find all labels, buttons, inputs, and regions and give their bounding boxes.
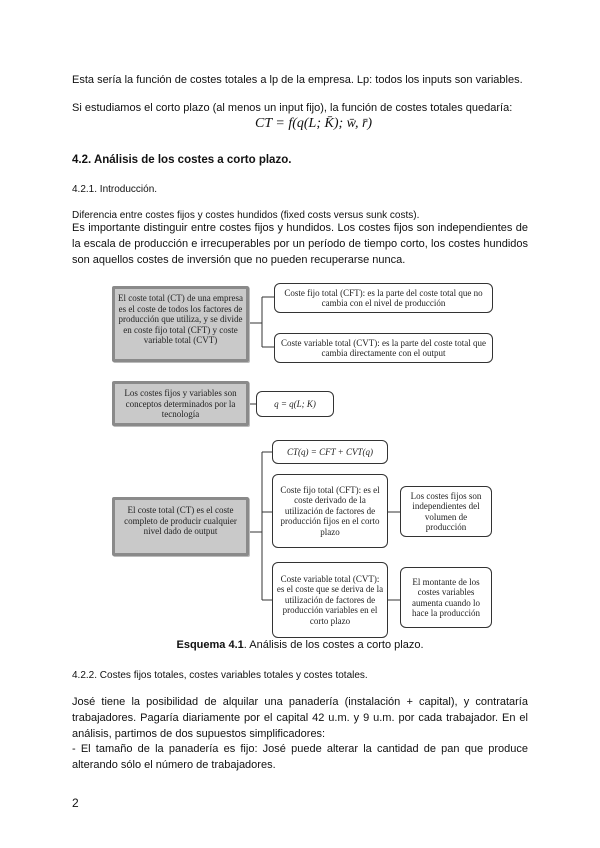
- paragraph-fixed-sunk: Es importante distinguir entre costes fijos y hundidos. Los costes fijos son independientes de la escala de producción e irrecuperables por un período de tiempo corto, los costes hundidos son aquellos costes de inversión que no pueden recuperarse nunca.: [72, 222, 528, 266]
- box-total-cost-equation: CT(q) = CFT + CVT(q): [272, 440, 388, 464]
- box-short-run-variable-cost: Coste variable total (CVT): es el coste que se deriva de la utilización de factores de producción variables en el corto plazo: [272, 562, 388, 638]
- box-production-function: q = q(L; K): [256, 391, 334, 417]
- section-heading: 4.2. Análisis de los costes a corto plazo.: [72, 154, 292, 166]
- box-short-run-total-cost: El coste total (CT) es el coste completo de producir cualquier nivel dado de output: [112, 497, 249, 556]
- box-variable-increases: El montante de los costes variables aumenta cuando lo hace la producción: [400, 567, 492, 628]
- subsection-introduction: 4.2.1. Introducción.: [72, 184, 158, 195]
- caption-text: . Análisis de los costes a corto plazo.: [243, 639, 424, 651]
- caption-label: Esquema 4.1: [176, 639, 244, 651]
- box-fixed-independent: Los costes fijos son independientes del volumen de producción: [400, 486, 492, 537]
- paragraph-short-run: Si estudiamos el corto plazo (al menos un input fijo), la función de costes totales quedaría:: [72, 102, 513, 114]
- diagram-caption: [0, 639, 600, 651]
- page-number: 2: [72, 796, 79, 810]
- subheading-fixed-vs-sunk: Diferencia entre costes fijos y costes hundidos (fixed costs versus sunk costs).: [72, 210, 420, 221]
- subsection-total-costs: 4.2.2. Costes fijos totales, costes variables totales y costes totales.: [72, 670, 368, 681]
- box-technology-concepts: Los costes fijos y variables son conceptos determinados por la tecnología: [112, 381, 249, 426]
- box-total-cost-definition: El coste total (CT) de una empresa es el coste de todos los factores de producción que utiliza, y se divide en coste fijo total (CFT) y coste variable total (CVT): [112, 286, 249, 362]
- box-fixed-cost-definition: Coste fijo total (CFT): es la parte del coste total que no cambia con el nivel de producción: [274, 283, 493, 313]
- paragraph-lp-cost-function: Esta sería la función de costes totales a lp de la empresa. Lp: todos los inputs son variables.: [72, 74, 523, 86]
- box-short-run-fixed-cost: Coste fijo total (CFT): es el coste derivado de la utilización de factores de producción fijos en el corto plazo: [272, 474, 388, 548]
- box-variable-cost-definition: Coste variable total (CVT): es la parte del coste total que cambia directamente con el output: [274, 333, 493, 363]
- paragraph-assumption: - El tamaño de la panadería es fijo: José puede alterar la cantidad de pan que produce alterando sólo el número de trabajadores.: [72, 743, 528, 771]
- paragraph-bakery: José tiene la posibilidad de alquilar una panadería (instalación + capital), y contrataría trabajadores. Pagaría diariamente por el capital 42 u.m. y 9 u.m. por cada trabajador. En el análisis, partimos de dos supuestos simplificadores:: [72, 696, 528, 740]
- cost-formula: CT = f(q(L; K̄); w̄, r̄): [255, 116, 373, 131]
